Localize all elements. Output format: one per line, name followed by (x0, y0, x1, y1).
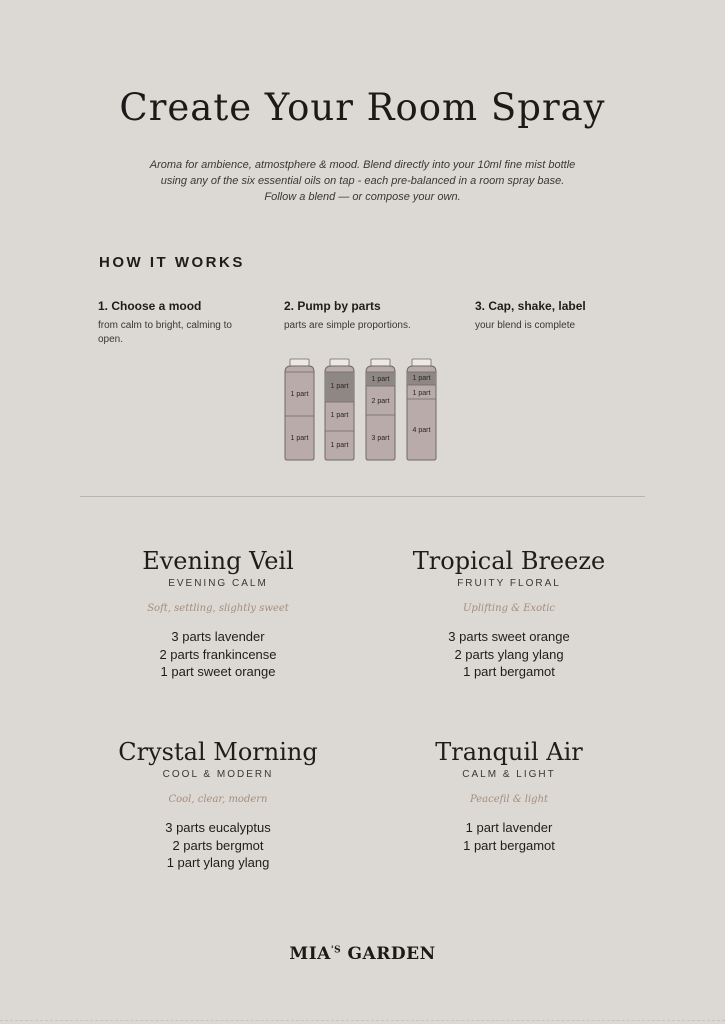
blend-description: Peacefil & light (469, 794, 549, 805)
logo-text-right: GARDEN (347, 944, 436, 964)
recipe-line: 2 parts frankincense (159, 646, 277, 662)
recipe-line: 3 parts lavender (171, 629, 265, 644)
step-text: from calm to bright, calming to open. (98, 320, 232, 345)
step-1 (98, 299, 268, 347)
recipe-line: 1 part bergamot (463, 837, 555, 853)
intro-line: Follow a blend — or compose your own. (264, 191, 461, 203)
part-label: 1 part (330, 442, 349, 449)
blend-subtitle: CALM & LIGHT (462, 769, 556, 780)
section-divider (80, 496, 645, 497)
logo-superscript: 'S (330, 945, 342, 956)
step-title: 1. Choose a mood (98, 299, 202, 313)
blend-recipe (379, 819, 639, 854)
step-3 (475, 299, 645, 333)
step-text: parts are simple proportions. (284, 320, 411, 331)
part-label: 1 part (371, 376, 390, 383)
part-label: 1 part (412, 375, 431, 382)
blend-tropical-breeze (379, 546, 639, 681)
step-text: your blend is complete (475, 320, 576, 331)
intro-line: using any of the six essential oils on tap - each pre-balanced in a room spray base. (160, 175, 565, 187)
blend-subtitle: FRUITY FLORAL (457, 578, 561, 589)
recipe-line: 3 parts eucalyptus (165, 820, 271, 835)
bottle-3 (366, 359, 395, 460)
part-label: 4 part (412, 427, 431, 434)
part-label: 1 part (290, 435, 309, 442)
part-label: 1 part (412, 390, 431, 397)
part-label: 3 part (371, 435, 390, 442)
how-it-works-heading: HOW IT WORKS (99, 254, 245, 271)
step-title: 2. Pump by parts (284, 299, 381, 313)
blend-tranquil-air (379, 737, 639, 854)
part-label: 1 part (330, 412, 349, 419)
logo-text-left: MIA (289, 944, 331, 964)
page-title: Create Your Room Spray (119, 86, 606, 129)
blend-name: Evening Veil (142, 547, 294, 575)
blend-evening-veil (88, 546, 348, 681)
step-title: 3. Cap, shake, label (475, 299, 586, 313)
bottles-illustration (280, 358, 445, 462)
blend-recipe (88, 628, 348, 681)
blend-description: Soft, settling, slightly sweet (147, 603, 289, 614)
brand-logo (0, 944, 725, 964)
recipe-line: 3 parts sweet orange (448, 629, 570, 644)
bottle-4 (407, 359, 436, 460)
blend-name: Tropical Breeze (412, 547, 606, 575)
step-2 (284, 299, 454, 333)
bottle-2 (325, 359, 354, 460)
part-label: 1 part (290, 391, 309, 398)
blend-crystal-morning (88, 737, 348, 872)
blend-subtitle: COOL & MODERN (162, 769, 274, 780)
blend-name: Tranquil Air (435, 738, 583, 766)
recipe-line: 2 parts ylang ylang (454, 646, 564, 662)
blend-description: Cool, clear, modern (168, 794, 268, 805)
part-label: 2 part (371, 398, 390, 405)
blend-recipe (379, 628, 639, 681)
blend-recipe (88, 819, 348, 872)
recipe-line: 1 part bergamot (463, 664, 555, 679)
blend-description: Uplifting & Exotic (462, 603, 556, 614)
recipe-line: 1 part lavender (465, 820, 553, 835)
recipe-line: 2 parts bergmot (172, 837, 264, 853)
recipe-line: 1 part ylang ylang (166, 855, 270, 870)
recipe-line: 1 part sweet orange (160, 664, 276, 679)
bottom-edge-line (0, 1020, 725, 1022)
part-label: 1 part (330, 383, 349, 390)
intro-line: Aroma for ambience, atmostphere & mood. Blend directly into your 10ml fine mist bottle (149, 159, 576, 171)
blend-name: Crystal Morning (118, 738, 318, 766)
bottle-1 (285, 359, 314, 460)
intro-text (100, 157, 625, 205)
blend-subtitle: EVENING CALM (168, 578, 268, 589)
